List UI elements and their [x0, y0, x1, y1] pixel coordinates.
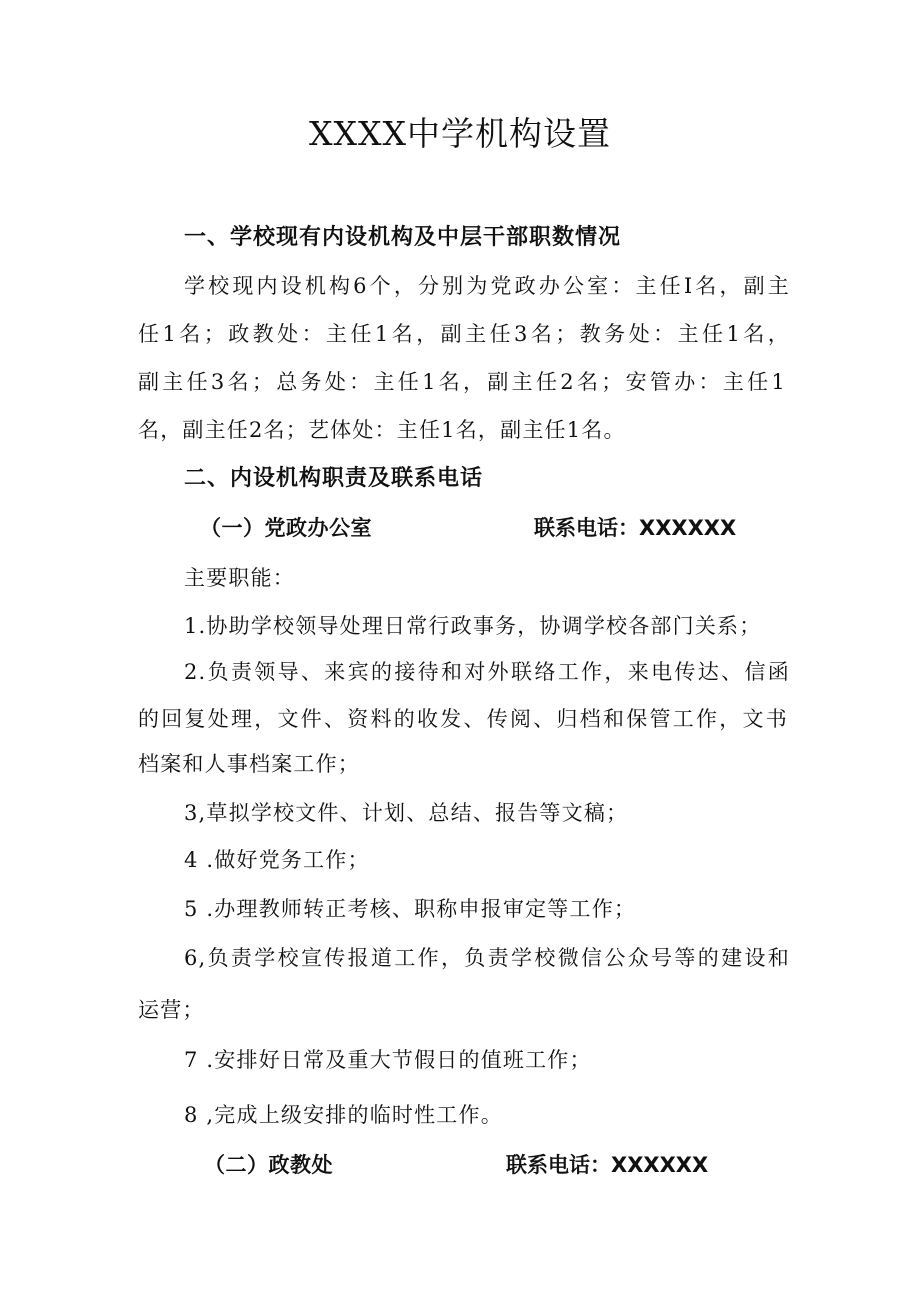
- section-1-line-2: 任1名；政教处：主任1名，副主任3名；教务处：主任1名，: [138, 322, 790, 346]
- office-1-duty-1: 1.协助学校领导处理日常行政事务，协调学校各部门关系；: [184, 614, 762, 638]
- office-1-duties-label: 主要职能：: [184, 566, 295, 590]
- office-1-duty-2-line-2: 的回复处理，文件、资料的收发、传阅、归档和保管工作，文书: [138, 707, 788, 731]
- office-1-duty-2-line-3: 档案和人事档案工作；: [138, 752, 360, 776]
- section-2-heading: 二、内设机构职责及联系电话: [184, 466, 484, 491]
- office-1-duty-5: 5 .办理教师转正考核、职称申报审定等工作；: [184, 897, 637, 921]
- office-1-duty-4: 4 .做好党务工作；: [184, 848, 370, 872]
- office-1-duty-6-line-1: 6,负责学校宣传报道工作，负责学校微信公众号等的建设和: [184, 946, 790, 970]
- section-1-line-4: 名，副主任2名；艺体处：主任1名，副主任1名。: [138, 418, 626, 442]
- section-1-heading: 一、学校现有内设机构及中层干部职数情况: [184, 225, 622, 250]
- office-1-phone: 联系电话：XXXXXX: [534, 516, 737, 540]
- section-1-line-1: 学校现内设机构6个，分别为党政办公室：主任I名，副主: [184, 274, 790, 298]
- office-1-name: （一）党政办公室: [200, 516, 372, 540]
- office-1-duty-3: 3,草拟学校文件、计划、总结、报告等文稿；: [184, 801, 629, 825]
- office-1-duty-6-line-2: 运营；: [138, 998, 205, 1022]
- section-1-line-3: 副主任3名；总务处：主任1名，副主任2名；安管办：主任1: [138, 370, 786, 394]
- office-1-duty-7: 7 .安排好日常及重大节假日的值班工作；: [184, 1048, 592, 1072]
- office-2-name: （二）政教处: [204, 1153, 333, 1177]
- office-1-duty-8: 8 ,完成上级安排的临时性工作。: [184, 1103, 503, 1127]
- office-1-duty-2-line-1: 2.负责领导、来宾的接待和对外联络工作，来电传达、信函: [184, 660, 790, 684]
- document-title: XXXX中学机构设置: [309, 114, 611, 153]
- office-2-phone: 联系电话：XXXXXX: [506, 1153, 709, 1177]
